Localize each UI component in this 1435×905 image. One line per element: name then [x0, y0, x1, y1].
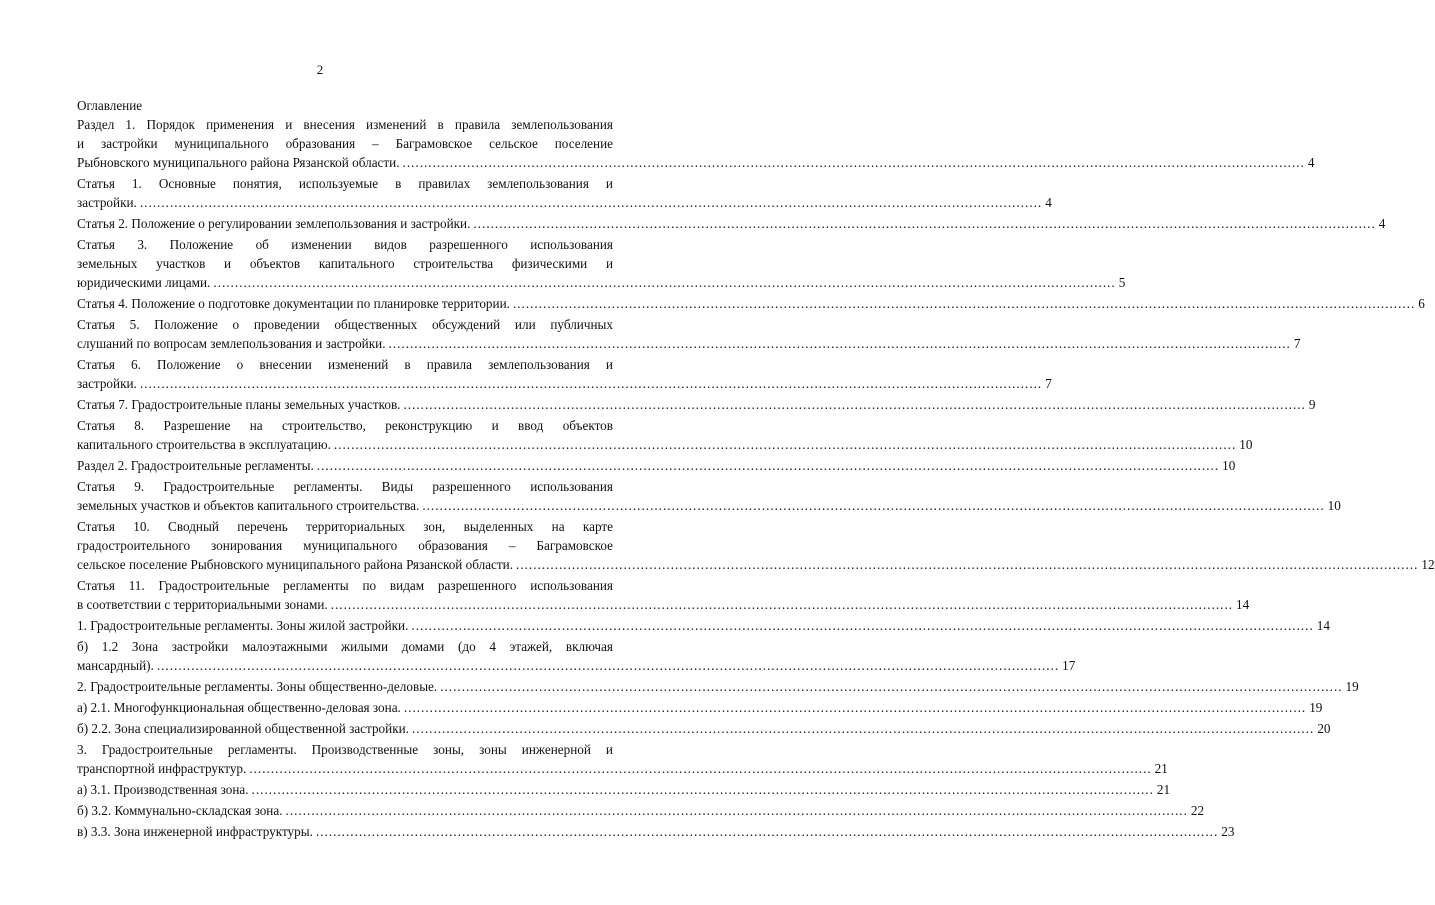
toc-entry-line: Статья 11. Градостроительные регламенты по видам разрешенного использования — [77, 578, 613, 593]
toc-page-number: 4 — [1307, 155, 1315, 170]
dot-leader — [412, 719, 1314, 738]
toc-entry-title: капитального строительства в эксплуатацию. — [77, 437, 331, 452]
toc-entry-last-line — [77, 677, 1359, 696]
toc-entry — [77, 780, 1171, 799]
toc-entry-title: 1. Градостроительные регламенты. Зоны жилой застройки. — [77, 618, 409, 633]
toc-entry-line: и застройки муниципального образования – Баграмовское сельское поселение — [77, 136, 613, 151]
dot-leader — [316, 822, 1218, 841]
dot-leader — [422, 496, 1324, 515]
dot-leader — [403, 153, 1305, 172]
toc-entry-last-line — [77, 496, 1341, 515]
toc-entry — [77, 576, 1250, 614]
toc-page-number: 7 — [1293, 336, 1301, 351]
dot-leader — [213, 273, 1115, 292]
toc-entry-title: б) 3.2. Коммунально-складская зона. — [77, 803, 283, 818]
toc-entry — [77, 416, 1253, 454]
dot-leader — [157, 656, 1059, 675]
toc-entry-title: в) 3.3. Зона инженерной инфраструктуры. — [77, 824, 313, 839]
toc-entry — [77, 477, 1341, 515]
toc-entry — [77, 214, 1386, 233]
toc-entry-last-line — [77, 294, 1425, 313]
toc-page-number: 4 — [1045, 195, 1052, 210]
toc-entry-last-line — [77, 273, 1126, 292]
toc-entry-line: б) 1.2 Зона застройки малоэтажными жилыми домами (до 4 этажей, включая — [77, 639, 613, 654]
toc-entry-last-line — [77, 656, 1076, 675]
toc-entry-last-line — [77, 456, 1236, 475]
toc-page-number: 20 — [1317, 721, 1331, 736]
toc-page-number: 14 — [1236, 597, 1250, 612]
toc-page-number: 19 — [1345, 679, 1359, 694]
page-number: 2 — [316, 62, 324, 77]
toc-page-number: 22 — [1190, 803, 1205, 818]
toc-entry-last-line — [77, 780, 1171, 799]
dot-leader — [473, 214, 1375, 233]
dot-leader — [404, 698, 1306, 717]
toc-page-number: 10 — [1239, 437, 1253, 452]
toc-entry-last-line — [77, 555, 1435, 574]
toc-entry-line: земельных участков и объектов капитального строительства физическими и — [77, 256, 613, 271]
toc-entry-title: слушаний по вопросам землепользования и застройки. — [77, 336, 386, 351]
dot-leader — [411, 616, 1313, 635]
toc-page-number: 6 — [1418, 296, 1425, 311]
toc-entry-line: градостроительного зонирования муниципального образования – Баграмовское — [77, 538, 613, 553]
toc-entry — [77, 740, 1168, 778]
toc-entry-last-line — [77, 595, 1250, 614]
dot-leader — [252, 780, 1154, 799]
toc-page-number: 4 — [1378, 216, 1386, 231]
dot-leader — [440, 677, 1342, 696]
toc-entry — [77, 456, 1236, 475]
toc-entry-title: застройки. — [77, 376, 137, 391]
toc-entry — [77, 698, 1323, 717]
toc-page-number: 19 — [1309, 700, 1323, 715]
toc-entry-title: в соответствии с территориальными зонами. — [77, 597, 328, 612]
dot-leader — [286, 801, 1188, 820]
toc-entry — [77, 174, 1052, 212]
toc-entry-last-line — [77, 435, 1253, 454]
toc-entry-line: Статья 8. Разрешение на строительство, реконструкцию и ввод объектов — [77, 418, 613, 433]
toc-entry — [77, 801, 1205, 820]
toc-page-number: 17 — [1062, 658, 1076, 673]
toc-entry-line: Статья 1. Основные понятия, используемые в правилах землепользования и — [77, 176, 613, 191]
toc-entry-last-line — [77, 719, 1331, 738]
dot-leader — [331, 595, 1233, 614]
toc-entry-title: Статья 7. Градостроительные планы земельных участков. — [77, 397, 401, 412]
toc-entry-title: Статья 2. Положение о регулировании землепользования и застройки. — [77, 216, 471, 231]
dot-leader — [140, 374, 1042, 393]
toc-entry-last-line — [77, 374, 1052, 393]
toc-entry — [77, 235, 1126, 292]
toc-entry-title: Статья 4. Положение о подготовке документации по планировке территории. — [77, 296, 510, 311]
toc-entry-last-line — [77, 193, 1052, 212]
toc-entry-title: 2. Градостроительные регламенты. Зоны общественно-деловые. — [77, 679, 438, 694]
toc-entry-title: а) 3.1. Производственная зона. — [77, 782, 249, 797]
toc-entry-line: Статья 9. Градостроительные регламенты. Виды разрешенного использования — [77, 479, 613, 494]
toc-page-number: 14 — [1316, 618, 1330, 633]
toc-entry-last-line — [77, 334, 1301, 353]
toc-entry-title: транспортной инфраструктур. — [77, 761, 247, 776]
toc-page-number: 7 — [1045, 376, 1052, 391]
toc-entry — [77, 315, 1301, 353]
toc-entry — [77, 822, 1235, 841]
toc-entry-last-line — [77, 214, 1386, 233]
toc-entry-last-line — [77, 153, 1315, 172]
toc-entry-line: Статья 10. Сводный перечень территориальных зон, выделенных на карте — [77, 519, 613, 534]
toc-entry — [77, 517, 1435, 574]
toc-entry — [77, 616, 1330, 635]
toc-entry-last-line — [77, 822, 1235, 841]
toc-entry-last-line — [77, 616, 1330, 635]
toc-entry — [77, 355, 1052, 393]
toc-page-number: 12 — [1421, 557, 1435, 572]
dot-leader — [140, 193, 1042, 212]
toc-entry — [77, 677, 1359, 696]
table-of-contents — [77, 115, 1435, 843]
toc-entry-line: Статья 5. Положение о проведении общественных обсуждений или публичных — [77, 317, 613, 332]
dot-leader — [389, 334, 1291, 353]
toc-entry-last-line — [77, 395, 1316, 414]
toc-entry-title: земельных участков и объектов капитального строительства. — [77, 498, 420, 513]
toc-entry — [77, 395, 1316, 414]
toc-entry-last-line — [77, 698, 1323, 717]
toc-entry-last-line — [77, 759, 1168, 778]
toc-page-number: 9 — [1308, 397, 1316, 412]
toc-page-number: 21 — [1156, 782, 1171, 797]
dot-leader — [513, 294, 1415, 313]
toc-entry-title: б) 2.2. Зона специализированной общественной застройки. — [77, 721, 409, 736]
dot-leader — [334, 435, 1236, 454]
toc-entry-line: 3. Градостроительные регламенты. Производственные зоны, зоны инженерной и — [77, 742, 613, 757]
toc-entry-title: Рыбновского муниципального района Рязанской области. — [77, 155, 400, 170]
dot-leader — [403, 395, 1305, 414]
dot-leader — [249, 759, 1151, 778]
toc-entry-line: Статья 6. Положение о внесении изменений в правила землепользования и — [77, 357, 613, 372]
dot-leader — [516, 555, 1418, 574]
toc-entry — [77, 637, 1076, 675]
toc-page-number: 5 — [1118, 275, 1126, 290]
toc-entry-title: сельское поселение Рыбновского муниципального района Рязанской области. — [77, 557, 514, 572]
toc-entry-last-line — [77, 801, 1205, 820]
toc-page-number: 23 — [1221, 824, 1235, 839]
toc-entry-title: застройки. — [77, 195, 137, 210]
toc-entry — [77, 294, 1425, 313]
toc-page-number: 10 — [1327, 498, 1341, 513]
toc-entry-line: Статья 3. Положение об изменении видов разрешенного использования — [77, 237, 613, 252]
toc-entry-line: Раздел 1. Порядок применения и внесения изменений в правила землепользования — [77, 117, 613, 132]
toc-entry-title: юридическими лицами. — [77, 275, 211, 290]
toc-entry-title: а) 2.1. Многофункциональная общественно-деловая зона. — [77, 700, 401, 715]
toc-entry-title: мансардный). — [77, 658, 154, 673]
toc-entry-title: Раздел 2. Градостроительные регламенты. — [77, 458, 314, 473]
toc-heading: Оглавление — [77, 98, 143, 113]
toc-entry — [77, 719, 1331, 738]
toc-page-number: 21 — [1154, 761, 1168, 776]
toc-page-number: 10 — [1222, 458, 1236, 473]
toc-entry — [77, 115, 1315, 172]
dot-leader — [317, 456, 1219, 475]
